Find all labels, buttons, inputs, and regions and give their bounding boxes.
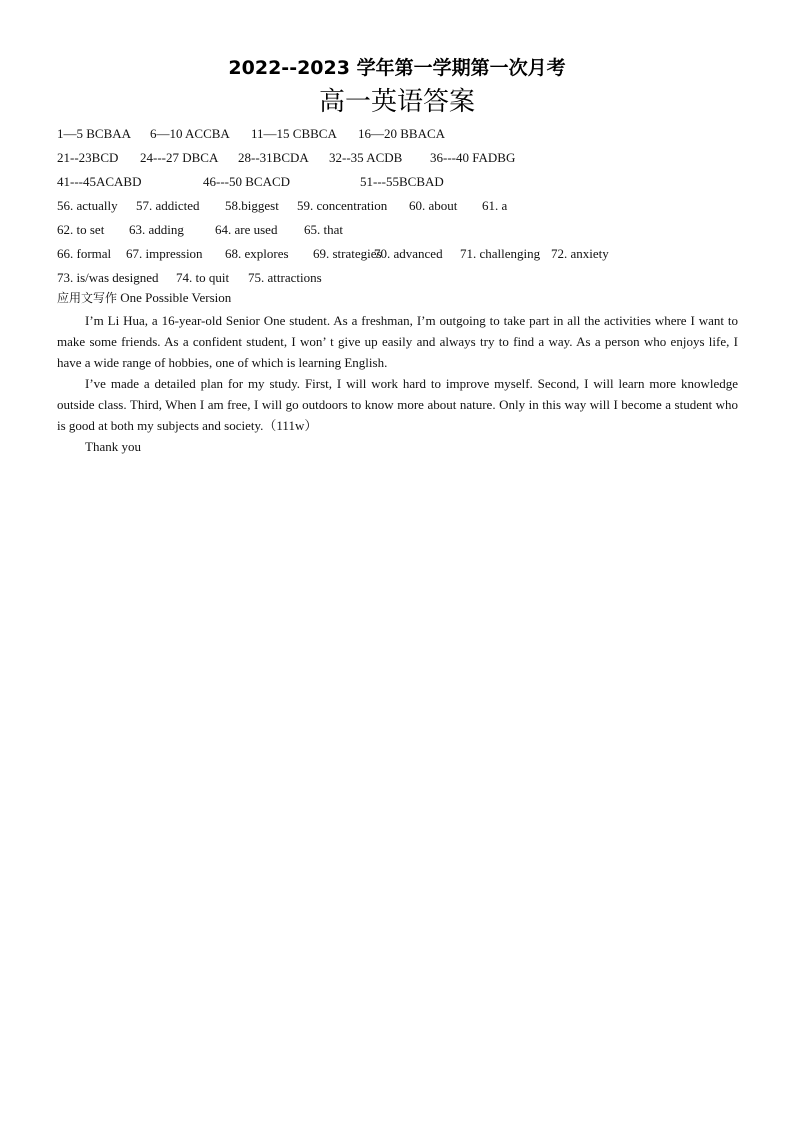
answer-item: 69. strategies (313, 246, 382, 261)
answer-item: 61. a (482, 198, 508, 213)
answer-group: 21--23BCD (57, 150, 119, 165)
answer-line-1 (57, 122, 747, 146)
answer-item: 75. attractions (248, 270, 322, 285)
answer-item: 70. advanced (374, 246, 443, 261)
page-subtitle: 高一英语答案 (318, 87, 475, 117)
writing-heading-en: One Possible Version (120, 290, 232, 305)
answer-group: 1—5 BCBAA (57, 126, 132, 141)
writing-heading (57, 288, 231, 308)
page-title: 2022--2023 学年第一学期第一次月考 (228, 57, 566, 79)
answer-item: 68. explores (225, 246, 289, 261)
answer-item: 57. addicted (136, 198, 200, 213)
answer-line-5 (57, 218, 747, 242)
essay-closing: Thank you (85, 439, 141, 454)
answer-item: 74. to quit (176, 270, 230, 285)
answer-item: 73. is/was designed (57, 270, 159, 285)
answer-line-4 (57, 194, 747, 218)
answer-item: 65. that (304, 222, 343, 237)
answer-group: 6—10 ACCBA (150, 126, 230, 141)
answer-item: 64. are used (215, 222, 278, 237)
answer-group: 36---40 FADBG (430, 150, 516, 165)
answer-item: 56. actually (57, 198, 118, 213)
answer-group: 11—15 CBBCA (251, 126, 337, 141)
essay-paragraph-2: I’ve made a detailed plan for my study. First, I will work hard to improve myself. Second, I will learn more knowledge outside class. Third, When I am free, I will go outdoors to know more about nature. Only in this way will I become a student who is good at both my subjects and society.（111w） (57, 376, 738, 433)
answer-item: 71. challenging (460, 246, 541, 261)
writing-heading-zh: 应用文写作 (57, 291, 118, 305)
essay-paragraph-1: I’m Li Hua, a 16-year-old Senior One student. As a freshman, I’m outgoing to take part in all the activities where I want to make some friends. As a confident student, I won’ t give up easily and always try to find a way. As a person who enjoys life, I have a wide range of hobbies, one of which is learning English. (57, 313, 738, 370)
answer-group: 41---45ACABD (57, 174, 142, 189)
answer-group: 46---50 BCACD (203, 174, 291, 189)
answer-line-7 (57, 266, 747, 290)
answer-group: 51---55BCBAD (360, 174, 444, 189)
answer-item: 72. anxiety (551, 246, 609, 261)
answer-item: 60. about (409, 198, 458, 213)
sample-essay (57, 310, 738, 457)
answer-item: 67. impression (126, 246, 203, 261)
answer-key (57, 122, 747, 290)
answer-line-2 (57, 146, 747, 170)
answer-group: 16—20 BBACA (358, 126, 446, 141)
answer-line-3 (57, 170, 747, 194)
answer-group: 28--31BCDA (238, 150, 309, 165)
answer-item: 59. concentration (297, 198, 388, 213)
answer-item: 66. formal (57, 246, 112, 261)
answer-item: 63. adding (129, 222, 184, 237)
answer-item: 62. to set (57, 222, 105, 237)
answer-line-6 (57, 242, 747, 266)
answer-group: 32--35 ACDB (329, 150, 403, 165)
answer-item: 58.biggest (225, 198, 279, 213)
answer-group: 24---27 DBCA (140, 150, 219, 165)
